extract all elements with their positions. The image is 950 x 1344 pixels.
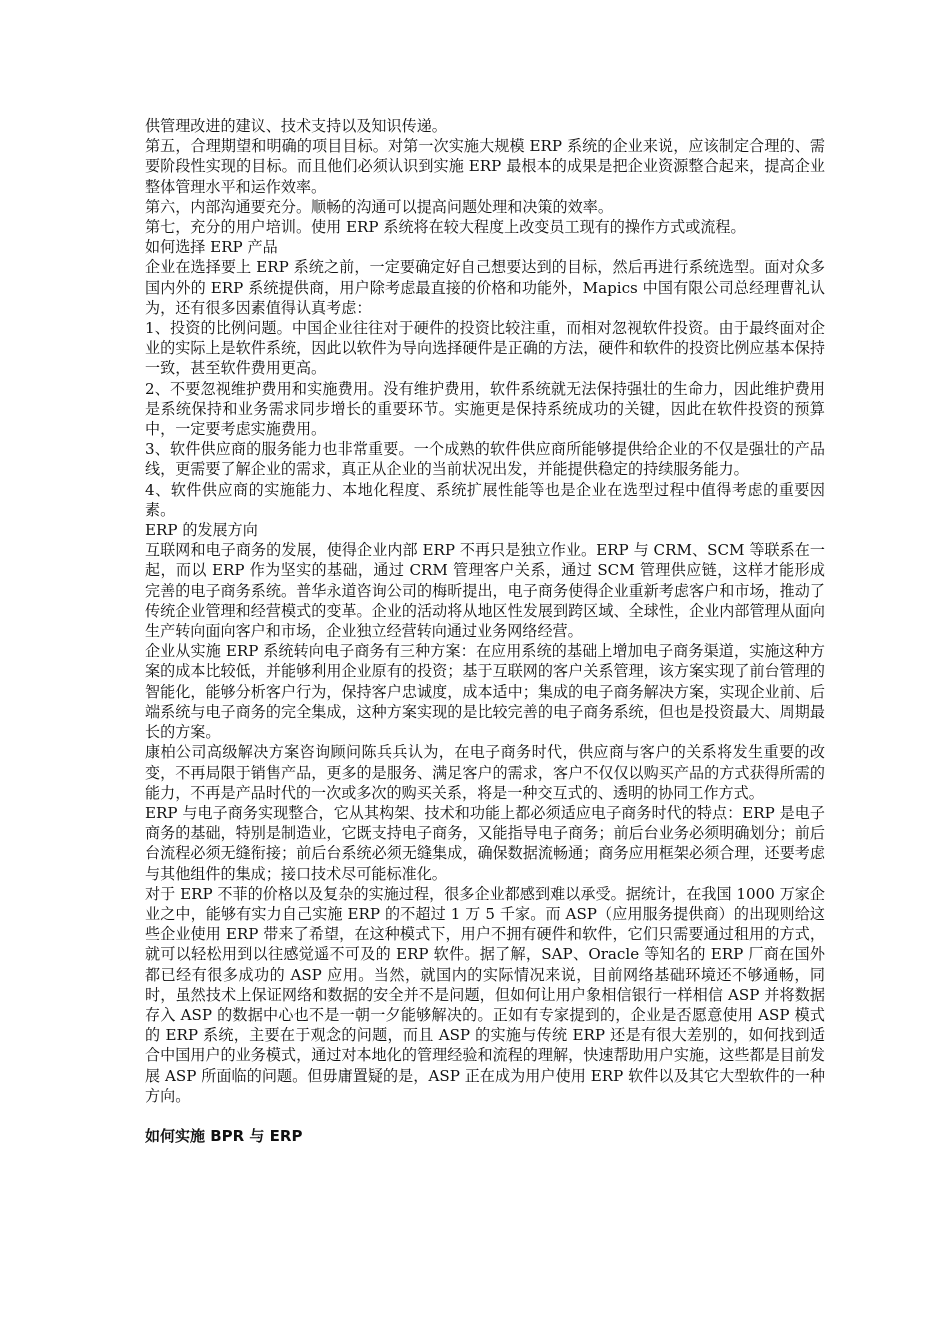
paragraph-fifth-point: 第五，合理期望和明确的项目目标。对第一次实施大规模 ERP 系统的企业来说，应该制定合理的、需要阶段性实现的目标。而且他们必须认识到实施 ERP 最根本的成果是把企业资源整合起来，提高企业整体管理水平和运作效率。 <box>145 137 825 196</box>
paragraph-seventh-point: 第七，充分的用户培训。使用 ERP 系统将在较大程度上改变员工现有的操作方式或流程。 <box>145 218 746 237</box>
paragraph-sixth-point: 第六，内部沟通要充分。顺畅的沟通可以提高问题处理和决策的效率。 <box>145 197 613 216</box>
document-body <box>145 116 825 1146</box>
paragraph-factor-2: 2、不要忽视维护费用和实施费用。没有维护费用，软件系统就无法保持强壮的生命力，因此维护费用是系统保持和业务需求同步增长的重要环节。实施更是保持系统成功的关键，因此在软件投资的预算中，一定要考虑实施费用。 <box>145 379 825 439</box>
paragraph-internet-ecommerce: 互联网和电子商务的发展，使得企业内部 ERP 不再只是独立作业。ERP 与 CRM、SCM 等联系在一起，而以 ERP 作为坚实的基础，通过 CRM 管理客户关系，通过 SCM 管理供应链，这样才能形成完善的电子商务系统。普华永道咨询公司的梅昕提出，电子商务使得企业重新考虑客户和市场，推动了传统企业管理和经营模式的变革。企业的活动将从地区性发展到跨区域、全球性，企业内部管理从面向生产转向面向客户和市场，企业独立经营转向通过业务网络经营。 <box>145 541 825 641</box>
paragraph-factor-4: 4、软件供应商的实施能力、本地化程度、系统扩展性能等也是企业在选型过程中值得考虑的重要因素。 <box>145 480 825 519</box>
paragraph-compaq-consultant: 康柏公司高级解决方案咨询顾问陈兵兵认为，在电子商务时代，供应商与客户的关系将发生重要的改变，不再局限于销售产品，更多的是服务、满足客户的需求，客户不仅仅以购买产品的方式获得所需的能力，不再是产品时代的一次或多次的购买关系，将是一种交互式的、透明的协同工作方式。 <box>145 743 825 802</box>
paragraph-intro-continuation: 供管理改进的建议、技术支持以及知识传递。 <box>145 117 447 135</box>
paragraph-erp-integration: ERP 与电子商务实现整合，它从其构架、技术和功能上都必须适应电子商务时代的特点：ERP 是电子商务的基础，特别是制造业，它既支持电子商务，又能指导电子商务；前后台业务必须明确划分；前后台流程必须无缝衔接；前后台系统必须无缝集成，确保数据流畅通；商务应用框架必须合理，还要考虑与其他组件的集成；接口技术尽可能标准化。 <box>145 803 825 883</box>
paragraph-asp-model: 对于 ERP 不菲的价格以及复杂的实施过程，很多企业都感到难以承受。据统计，在我国 1000 万家企业之中，能够有实力自己实施 ERP 的不超过 1 万 5 千家。而 ASP（应用服务提供商）的出现则给这些企业使用 ERP 带来了希望，在这种模式下，用户不拥有硬件和软件，它们只需要通过租用的方式，就可以轻松用到以往感觉遥不可及的 ERP 软件。据了解，SAP、Oracle 等知名的 ERP 厂商在国外都已经有很多成功的 ASP 应用。当然，就国内的实际情况来说，目前网络基础环境还不够通畅，同时，虽然技术上保证网络和数据的安全并不是问题，但如何让用户象相信银行一样相信 ASP 并将数据存入 ASP 的数据中心也不是一朝一夕能够解决的。正如有专家提到的，企业是否愿意使用 ASP 模式的 ERP 系统，主要在于观念的问题，而且 ASP 的实施与传统 ERP 还是有很大差别的，如何找到适合中国用户的业务模式，通过对本地化的管理经验和流程的理解，快速帮助用户实施，这些都是目前发展 ASP 所面临的问题。但毋庸置疑的是，ASP 正在成为用户使用 ERP 软件以及其它大型软件的一种方向。 <box>145 884 825 1105</box>
paragraph-factor-3: 3、软件供应商的服务能力也非常重要。一个成熟的软件供应商所能够提供给企业的不仅是强壮的产品线，更需要了解企业的需求，真正从企业的当前状况出发，并能提供稳定的持续服务能力。 <box>145 440 825 479</box>
section-heading-erp-direction: ERP 的发展方向 <box>145 521 258 540</box>
paragraph-factor-1: 1、投资的比例问题。中国企业往往对于硬件的投资比较注重，而相对忽视软件投资。由于最终面对企业的实际上是软件系统，因此以软件为导向选择硬件是正确的方法，硬件和软件的投资比例应基本保持一致，甚至软件费用更高。 <box>145 319 825 378</box>
section-heading-select-erp: 如何选择 ERP 产品 <box>145 238 278 257</box>
section-heading-bpr-erp: 如何实施 BPR 与 ERP <box>145 1126 303 1145</box>
paragraph-three-approaches: 企业从实施 ERP 系统转向电子商务有三种方案：在应用系统的基础上增加电子商务渠道，实施这种方案的成本比较低，并能够利用企业原有的投资；基于互联网的客户关系管理，该方案实现了前台管理的智能化，能够分析客户行为，保持客户忠诚度，成本适中；集成的电子商务解决方案，实现企业前、后端系统与电子商务的完全集成，这种方案实现的是比较完善的电子商务系统，但也是投资最大、周期最长的方案。 <box>145 642 825 742</box>
paragraph-selection-intro: 企业在选择要上 ERP 系统之前，一定要确定好自己想要达到的目标，然后再进行系统选型。面对众多国内外的 ERP 系统提供商，用户除考虑最直接的价格和功能外，Mapics 中国有限公司总经理曹礼认为，还有很多因素值得认真考虑： <box>145 258 825 317</box>
